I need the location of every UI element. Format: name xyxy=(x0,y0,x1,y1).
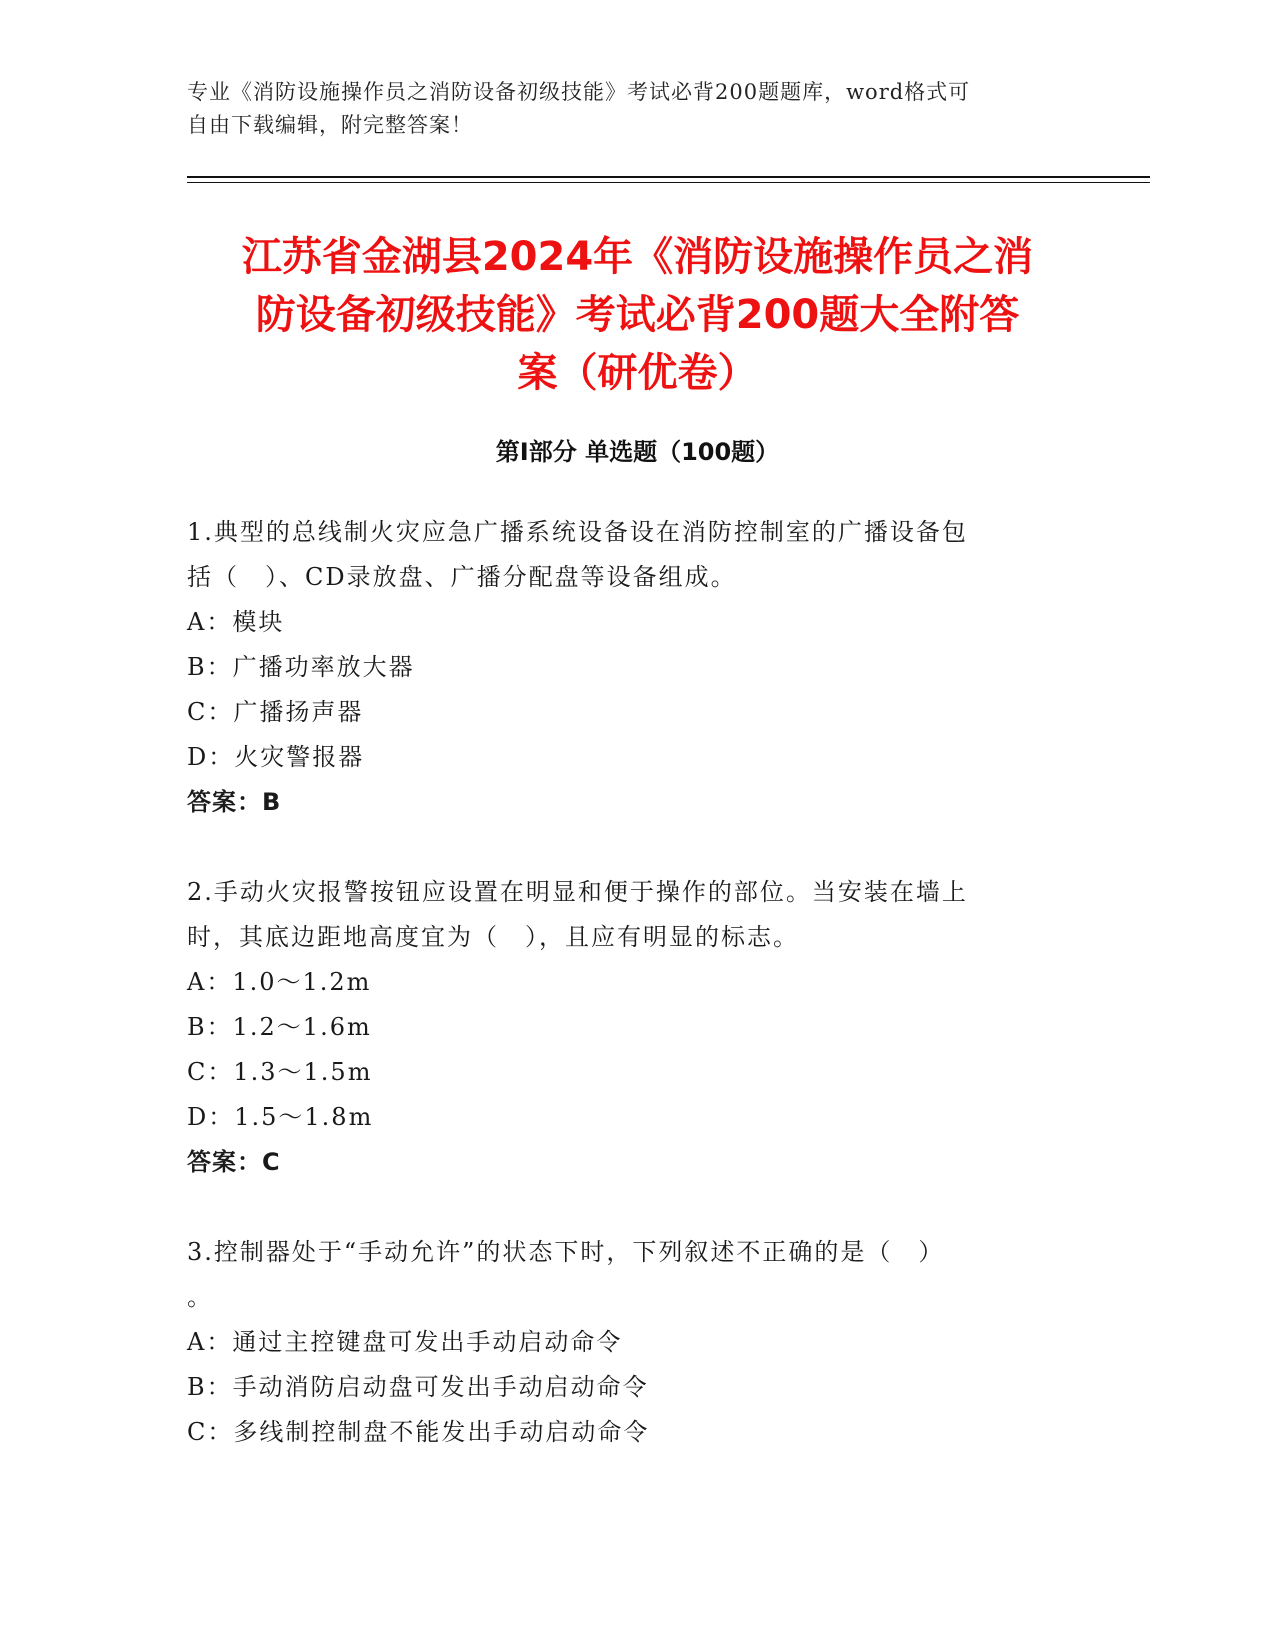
title-line-2: 防设备初级技能》考试必背200题大全附答 xyxy=(255,292,1020,338)
question-stem-line: 时，其底边距地高度宜为（ ），且应有明显的标志。 xyxy=(187,923,799,951)
header-line-2: 自由下载编辑，附完整答案！ xyxy=(187,113,473,137)
question-stem-line: 2.手动火灾报警按钮应设置在明显和便于操作的部位。当安装在墙上 xyxy=(187,878,968,906)
option-a: A：通过主控键盘可发出手动启动命令 xyxy=(187,1328,623,1356)
option-b: B：广播功率放大器 xyxy=(187,653,415,681)
title-line-1: 江苏省金湖县2024年《消防设施操作员之消 xyxy=(241,234,1034,280)
option-c: C：1.3～1.5m xyxy=(187,1058,373,1086)
option-c: C：多线制控制盘不能发出手动启动命令 xyxy=(187,1418,650,1446)
option-b: B：手动消防启动盘可发出手动启动命令 xyxy=(187,1373,649,1401)
question-stem-line: 。 xyxy=(187,1283,213,1311)
answer-label: 答案：B xyxy=(187,788,282,816)
question-1 xyxy=(187,510,1067,825)
option-a: A：模块 xyxy=(187,608,285,636)
header-divider-thin xyxy=(187,182,1150,183)
document-title xyxy=(170,228,1105,402)
header-line-1: 专业《消防设施操作员之消防设备初级技能》考试必背200题题库，word格式可 xyxy=(187,80,971,104)
option-a: A：1.0～1.2m xyxy=(187,968,372,996)
option-b: B：1.2～1.6m xyxy=(187,1013,372,1041)
question-stem-line: 3.控制器处于“手动允许”的状态下时，下列叙述不正确的是（ ） xyxy=(187,1238,945,1266)
document-header-note xyxy=(187,76,1067,142)
answer-label: 答案：C xyxy=(187,1148,281,1176)
question-stem-line: 1.典型的总线制火灾应急广播系统设备设在消防控制室的广播设备包 xyxy=(187,518,968,546)
option-c: C：广播扬声器 xyxy=(187,698,364,726)
question-stem-line: 括（ ）、CD录放盘、广播分配盘等设备组成。 xyxy=(187,563,737,591)
title-line-3: 案（研优卷） xyxy=(517,350,758,396)
section-heading: 第I部分 单选题（100题） xyxy=(495,438,780,466)
question-stem xyxy=(187,510,1067,600)
question-3 xyxy=(187,1230,1067,1455)
option-d: D：火灾警报器 xyxy=(187,743,365,771)
question-stem xyxy=(187,870,1067,960)
question-2 xyxy=(187,870,1067,1185)
option-d: D：1.5～1.8m xyxy=(187,1103,374,1131)
question-stem xyxy=(187,1230,1067,1320)
header-divider-thick xyxy=(187,176,1150,178)
